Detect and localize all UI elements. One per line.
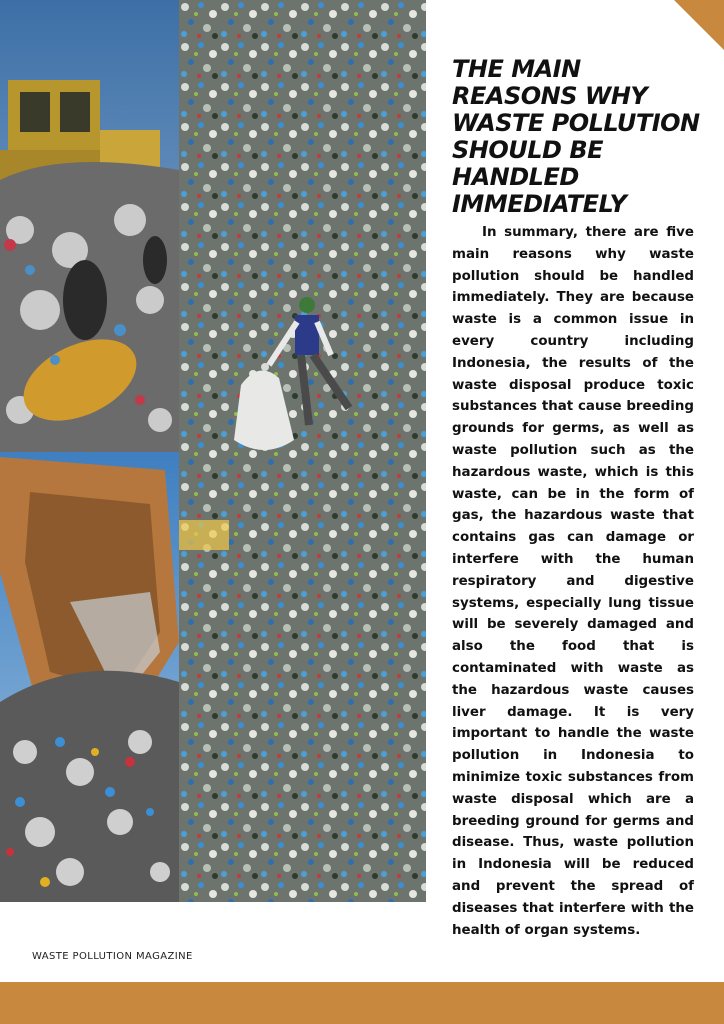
magazine-label: WASTE POLLUTION MAGAZINE [32, 951, 193, 962]
article-title: THE MAIN REASONS WHY WASTE POLLUTION SHOULD BE HANDLED IMMEDIATELY [452, 55, 700, 218]
bottom-accent-band [0, 982, 724, 1024]
dump-truck-photo [0, 452, 179, 902]
article-body: In summary, there are five main reasons why waste pollution should be handled immediately. They are because waste is a common issue in every country including Indonesia, the results of the waste disposal produce toxic substances that cause breeding grounds for germs, as well as waste pollution such as the hazardous waste, which is this waste, can be in the form of gas, the hazardous waste that contains gas can damage or interfere with the human respiratory and digestive systems, especially lung tissue will be severely damaged and also the food that is contaminated with waste as the hazardous waste causes liver damage. It is very important to handle the waste pollution in Indonesia to minimize toxic substances from waste disposal which are a breeding ground for germs and disease. Thus, waste pollution in Indonesia will be reduced and prevent the spread of diseases that interfere with the health of organ systems. [452, 225, 694, 938]
bulldozer-photo [0, 0, 179, 452]
corner-accent [674, 0, 724, 50]
landfill-worker-photo [179, 0, 426, 902]
